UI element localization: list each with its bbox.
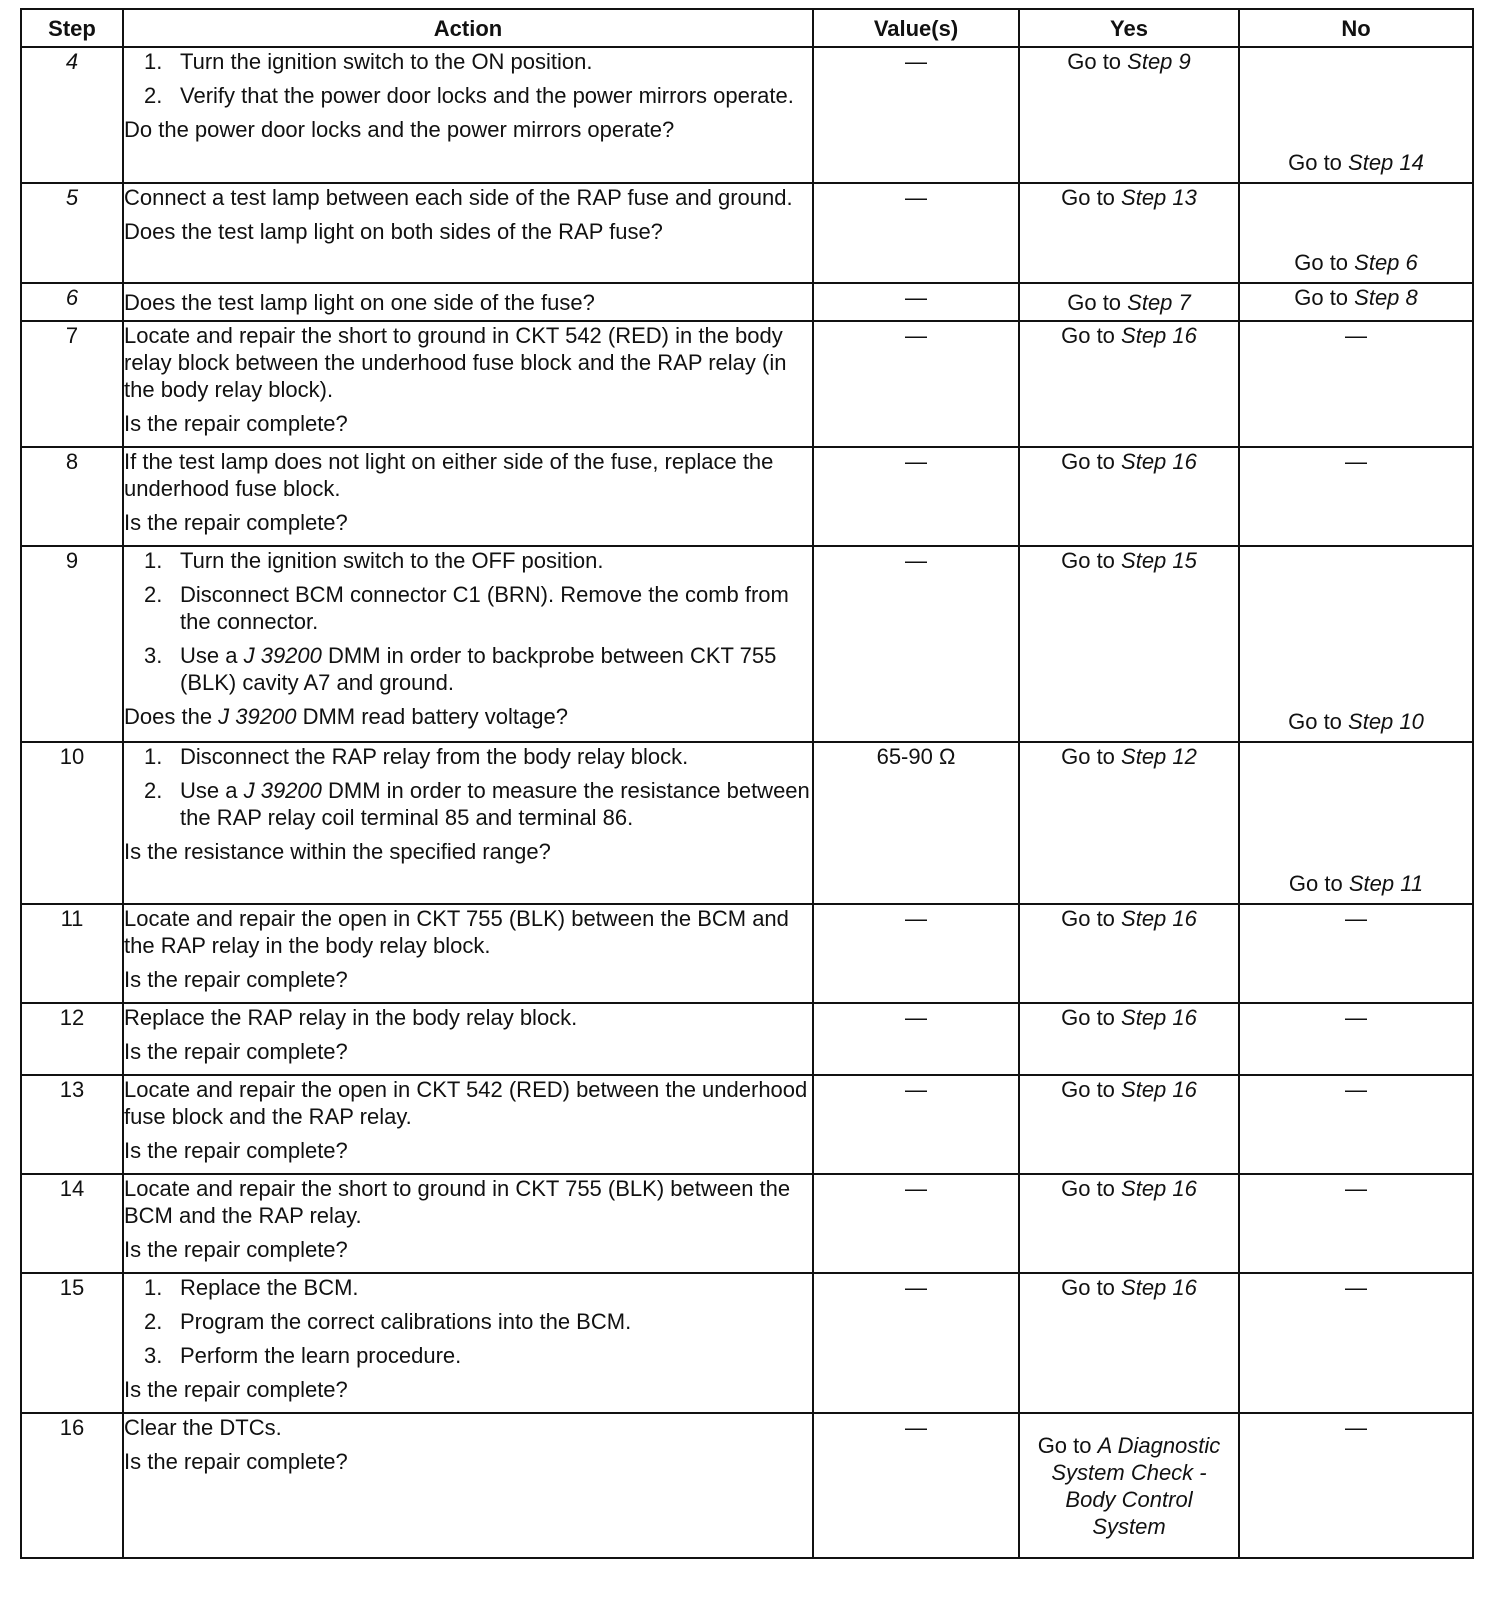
- table-row: [21, 1273, 1473, 1413]
- action-cell: [123, 183, 813, 283]
- yes-cell: [1019, 546, 1239, 742]
- yes-step-link[interactable]: Step 16: [1121, 449, 1197, 474]
- list-number: 2.: [144, 778, 163, 803]
- step-number: 12: [59, 1005, 85, 1030]
- step-cell: [21, 1273, 123, 1413]
- step-cell: [21, 1075, 123, 1174]
- list-text: Verify that the power door locks and the power mirrors operate.: [180, 83, 794, 108]
- no-step-link[interactable]: Step 10: [1348, 709, 1424, 734]
- yes-cell: [1019, 1003, 1239, 1075]
- step-number: 9: [65, 548, 79, 573]
- list-item: [124, 547, 812, 574]
- yes-cell: [1019, 321, 1239, 447]
- table-row: [21, 1003, 1473, 1075]
- action-text: Clear the DTCs.: [124, 1415, 282, 1440]
- action-question: Is the repair complete?: [124, 1237, 348, 1262]
- step-number: 16: [59, 1415, 85, 1440]
- action-question: Is the repair complete?: [124, 1377, 348, 1402]
- no-cell: [1239, 447, 1473, 546]
- yes-prefix: Go to: [1061, 1077, 1122, 1102]
- yes-prefix: Go to: [1037, 1432, 1098, 1458]
- action-cell: [123, 1075, 813, 1174]
- question-pre: Does the: [124, 704, 219, 729]
- value-cell: [813, 183, 1019, 283]
- value-text: —: [905, 906, 927, 931]
- no-step-link[interactable]: Step 6: [1354, 250, 1418, 275]
- step-cell: [21, 183, 123, 283]
- list-number: 3.: [144, 1343, 163, 1368]
- list-item: [124, 1308, 812, 1335]
- list-text: Disconnect the RAP relay from the body relay block.: [180, 744, 689, 769]
- step-number: 14: [59, 1176, 85, 1201]
- yes-step-link[interactable]: Step 16: [1121, 906, 1197, 931]
- action-list: [124, 48, 812, 109]
- action-list: [124, 547, 812, 696]
- yes-step-link[interactable]: Step 16: [1121, 1275, 1197, 1300]
- value-text: —: [905, 49, 927, 74]
- no-prefix: Go to: [1294, 285, 1355, 310]
- no-cell: [1239, 47, 1473, 183]
- yes-cell: [1019, 183, 1239, 283]
- no-prefix: Go to: [1294, 250, 1355, 275]
- value-cell: [813, 283, 1019, 321]
- list-text-post: DMM in order to measure the resistance between the RAP relay coil terminal 85 and terminal 86.: [180, 778, 810, 830]
- value-text: —: [905, 323, 927, 348]
- step-number: 6: [65, 285, 79, 310]
- step-cell: [21, 1174, 123, 1273]
- list-number: 3.: [144, 643, 163, 668]
- value-cell: [813, 546, 1019, 742]
- step-number: 7: [65, 323, 79, 348]
- yes-cell: [1019, 1273, 1239, 1413]
- value-cell: [813, 1174, 1019, 1273]
- header-yes: Yes: [1019, 9, 1239, 47]
- list-text: Disconnect BCM connector C1 (BRN). Remove the comb from the connector.: [180, 582, 789, 634]
- table-row: [21, 1174, 1473, 1273]
- yes-prefix: Go to: [1061, 323, 1122, 348]
- header-no: No: [1239, 9, 1473, 47]
- action-text: Locate and repair the short to ground in CKT 755 (BLK) between the BCM and the RAP relay.: [124, 1176, 791, 1228]
- no-cell: [1239, 283, 1473, 321]
- action-question: Is the repair complete?: [124, 411, 348, 436]
- table-row: [21, 904, 1473, 1003]
- no-text: —: [1345, 1275, 1367, 1300]
- action-question: Does the test lamp light on both sides of the RAP fuse?: [124, 219, 663, 244]
- no-text: —: [1345, 1077, 1367, 1102]
- action-cell: [123, 47, 813, 183]
- no-cell: [1239, 904, 1473, 1003]
- table-row: [21, 321, 1473, 447]
- no-cell: [1239, 183, 1473, 283]
- list-item: [124, 581, 812, 635]
- step-cell: [21, 1413, 123, 1558]
- action-cell: [123, 447, 813, 546]
- diagnostic-table: [20, 8, 1474, 1559]
- no-cell: [1239, 546, 1473, 742]
- table-row: [21, 1413, 1473, 1558]
- step-cell: [21, 321, 123, 447]
- list-text-pre: Use a: [180, 643, 244, 668]
- yes-prefix: Go to: [1067, 49, 1128, 74]
- action-question: Is the repair complete?: [124, 510, 348, 535]
- step-cell: [21, 283, 123, 321]
- list-number: 2.: [144, 83, 163, 108]
- list-number: 2.: [144, 1309, 163, 1334]
- no-text: —: [1345, 906, 1367, 931]
- header-step: Step: [21, 9, 123, 47]
- action-cell: [123, 742, 813, 904]
- yes-prefix: Go to: [1061, 1005, 1122, 1030]
- no-cell: [1239, 1174, 1473, 1273]
- step-cell: [21, 447, 123, 546]
- no-cell: [1239, 321, 1473, 447]
- yes-cell: [1019, 1075, 1239, 1174]
- list-text: Replace the BCM.: [180, 1275, 359, 1300]
- no-prefix: Go to: [1288, 150, 1349, 175]
- table-row: [21, 742, 1473, 904]
- list-item: [124, 743, 812, 770]
- list-item: [124, 1274, 812, 1301]
- yes-cell: [1019, 447, 1239, 546]
- action-cell: [123, 321, 813, 447]
- list-item: [124, 82, 812, 109]
- question-post: DMM read battery voltage?: [296, 704, 568, 729]
- list-item: [124, 777, 812, 831]
- yes-step-link[interactable]: Step 16: [1121, 1176, 1197, 1201]
- value-text: —: [905, 548, 927, 573]
- list-text: Turn the ignition switch to the OFF position.: [180, 548, 604, 573]
- action-text: Locate and repair the short to ground in CKT 542 (RED) in the body relay block between the underhood fuse block and the RAP relay (in the body relay block).: [124, 323, 787, 402]
- action-question: Is the repair complete?: [124, 967, 348, 992]
- yes-prefix: Go to: [1067, 289, 1128, 315]
- yes-prefix: Go to: [1061, 449, 1122, 474]
- yes-prefix: Go to: [1061, 1176, 1122, 1201]
- no-step-link[interactable]: Step 11: [1348, 871, 1424, 896]
- action-cell: [123, 283, 813, 321]
- yes-step-link[interactable]: Step 15: [1121, 548, 1197, 573]
- action-cell: [123, 1413, 813, 1558]
- action-question: Is the repair complete?: [124, 1449, 348, 1474]
- list-number: 1.: [144, 1275, 163, 1300]
- action-question: Is the repair complete?: [124, 1138, 348, 1163]
- yes-cell: [1019, 904, 1239, 1003]
- value-text: —: [905, 185, 927, 210]
- yes-prefix: Go to: [1061, 906, 1122, 931]
- tool-number: J 39200: [218, 704, 297, 729]
- header-values: Value(s): [813, 9, 1019, 47]
- list-item: [124, 1342, 812, 1369]
- header-row: [21, 9, 1473, 47]
- header-action: Action: [123, 9, 813, 47]
- value-text: —: [905, 1275, 927, 1300]
- yes-step-link[interactable]: Step 13: [1121, 185, 1197, 210]
- table-row: [21, 47, 1473, 183]
- action-question: Is the repair complete?: [124, 1039, 348, 1064]
- value-text: —: [905, 1077, 927, 1102]
- action-question: Is the resistance within the specified range?: [124, 839, 551, 864]
- table-row: [21, 1075, 1473, 1174]
- yes-prefix: Go to: [1061, 1275, 1122, 1300]
- table-row: [21, 447, 1473, 546]
- table-row: [21, 183, 1473, 283]
- yes-step-link[interactable]: A Diagnostic System Check - Body Control System: [1051, 1432, 1221, 1539]
- table-row: [21, 283, 1473, 321]
- value-text: —: [905, 449, 927, 474]
- step-cell: [21, 1003, 123, 1075]
- action-list: [124, 1274, 812, 1369]
- value-cell: [813, 47, 1019, 183]
- no-prefix: Go to: [1288, 709, 1349, 734]
- action-text: Connect a test lamp between each side of the RAP fuse and ground.: [124, 185, 793, 210]
- action-question: [124, 703, 812, 730]
- action-cell: [123, 1273, 813, 1413]
- step-number: 11: [60, 906, 84, 931]
- list-number: 2.: [144, 582, 163, 607]
- list-number: 1.: [144, 548, 163, 573]
- list-number: 1.: [144, 744, 163, 769]
- no-cell: [1239, 742, 1473, 904]
- action-question: Do the power door locks and the power mirrors operate?: [124, 117, 675, 142]
- yes-cell: [1019, 283, 1239, 321]
- value-cell: [813, 321, 1019, 447]
- value-text: —: [905, 1176, 927, 1201]
- list-text: Turn the ignition switch to the ON position.: [180, 49, 593, 74]
- action-cell: [123, 1174, 813, 1273]
- value-text: —: [905, 1005, 927, 1030]
- yes-step-link[interactable]: Step 16: [1121, 1005, 1197, 1030]
- step-number: 5: [65, 185, 79, 210]
- yes-step-link[interactable]: Step 9: [1127, 49, 1191, 74]
- list-text: Perform the learn procedure.: [180, 1343, 462, 1368]
- action-text: Replace the RAP relay in the body relay block.: [124, 1005, 578, 1030]
- action-text: Locate and repair the open in CKT 755 (BLK) between the BCM and the RAP relay in the body relay block.: [124, 906, 789, 958]
- yes-step-link[interactable]: Step 12: [1121, 744, 1197, 769]
- action-question: Does the test lamp light on one side of the fuse?: [124, 289, 595, 315]
- yes-cell: [1019, 742, 1239, 904]
- yes-cell: [1019, 1174, 1239, 1273]
- yes-cell: [1019, 47, 1239, 183]
- yes-prefix: Go to: [1061, 548, 1122, 573]
- list-item: [124, 642, 812, 696]
- value-cell: [813, 447, 1019, 546]
- value-text: —: [905, 1415, 927, 1440]
- value-cell: [813, 742, 1019, 904]
- value-cell: [813, 1273, 1019, 1413]
- yes-step-link[interactable]: Step 7: [1127, 289, 1191, 315]
- action-text: If the test lamp does not light on either side of the fuse, replace the underhood fuse block.: [124, 449, 774, 501]
- value-cell: [813, 1413, 1019, 1558]
- step-cell: [21, 47, 123, 183]
- yes-prefix: Go to: [1061, 744, 1122, 769]
- step-number: 13: [59, 1077, 85, 1102]
- yes-cell: [1019, 1413, 1239, 1558]
- no-step-link[interactable]: Step 14: [1348, 150, 1424, 175]
- step-number: 8: [65, 449, 79, 474]
- step-number: 4: [65, 49, 79, 74]
- step-number: 15: [59, 1275, 85, 1300]
- value-cell: [813, 904, 1019, 1003]
- table-row: [21, 546, 1473, 742]
- list-number: 1.: [144, 49, 163, 74]
- no-cell: [1239, 1075, 1473, 1174]
- no-text: —: [1345, 1415, 1367, 1440]
- value-text: —: [905, 285, 927, 310]
- yes-prefix: Go to: [1061, 185, 1122, 210]
- action-text: Locate and repair the open in CKT 542 (RED) between the underhood fuse block and the RAP relay.: [124, 1077, 808, 1129]
- yes-step-link[interactable]: Step 16: [1121, 323, 1197, 348]
- action-list: [124, 743, 812, 831]
- action-cell: [123, 546, 813, 742]
- no-cell: [1239, 1273, 1473, 1413]
- no-prefix: Go to: [1288, 871, 1349, 896]
- no-cell: [1239, 1413, 1473, 1558]
- no-step-link[interactable]: Step 8: [1354, 285, 1418, 310]
- list-item: [124, 48, 812, 75]
- action-cell: [123, 1003, 813, 1075]
- yes-step-link[interactable]: Step 16: [1121, 1077, 1197, 1102]
- action-cell: [123, 904, 813, 1003]
- list-text-pre: Use a: [180, 778, 244, 803]
- no-text: —: [1345, 323, 1367, 348]
- no-text: —: [1345, 1176, 1367, 1201]
- no-text: —: [1345, 1005, 1367, 1030]
- no-cell: [1239, 1003, 1473, 1075]
- no-text: —: [1345, 449, 1367, 474]
- tool-number: J 39200: [243, 643, 322, 668]
- step-cell: [21, 742, 123, 904]
- list-text: Program the correct calibrations into the BCM.: [180, 1309, 632, 1334]
- step-cell: [21, 546, 123, 742]
- value-cell: [813, 1075, 1019, 1174]
- list-text-post: DMM in order to backprobe between CKT 755 (BLK) cavity A7 and ground.: [180, 643, 777, 695]
- step-cell: [21, 904, 123, 1003]
- value-cell: [813, 1003, 1019, 1075]
- value-text: 65-90 Ω: [876, 744, 956, 769]
- tool-number: J 39200: [243, 778, 322, 803]
- step-number: 10: [59, 744, 85, 769]
